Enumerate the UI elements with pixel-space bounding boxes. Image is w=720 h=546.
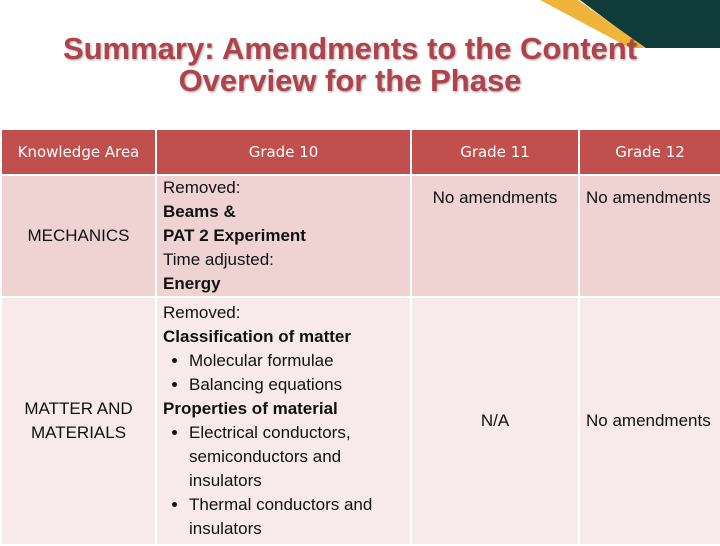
page-title: Summary: Amendments to the Content Overview for the Phase (62, 31, 638, 98)
text-line: Time adjusted: (163, 250, 274, 269)
header-grade-11: Grade 11 (411, 129, 579, 175)
table-row (1, 175, 720, 297)
cell-grade-12: No amendments (579, 175, 720, 297)
text-line: Energy (163, 274, 221, 293)
cell-knowledge-area: MATTER AND MATERIALS (1, 297, 156, 545)
header-grade-12: Grade 12 (579, 129, 720, 175)
table-row (1, 297, 720, 545)
header-grade-10: Grade 10 (156, 129, 411, 175)
text-line: Classification of matter (163, 327, 351, 346)
cell-grade-11: N/A (411, 297, 579, 545)
text-line: PAT 2 Experiment (163, 226, 306, 245)
header-knowledge-area: Knowledge Area (1, 129, 156, 175)
text-line: Removed: (163, 178, 241, 197)
cell-grade-10 (156, 297, 411, 545)
list-item: • Electrical conductors, semiconductors and insulators (189, 421, 410, 493)
table-header-row (1, 129, 720, 175)
list-item: • Thermal conductors and insulators (189, 493, 410, 541)
cell-grade-10 (156, 175, 411, 297)
text-line: Removed: (163, 303, 241, 322)
cell-knowledge-area: MECHANICS (1, 175, 156, 297)
text-line: Beams & (163, 202, 236, 221)
amendments-table (0, 128, 720, 546)
cell-grade-12: No amendments (579, 297, 720, 545)
text-line: Properties of material (163, 399, 338, 418)
cell-grade-11: No amendments (411, 175, 579, 297)
list-item: • Balancing equations (189, 373, 410, 397)
list-item: • Molecular formulae (189, 349, 410, 373)
bullet-list (163, 349, 410, 397)
bullet-list (163, 421, 410, 541)
